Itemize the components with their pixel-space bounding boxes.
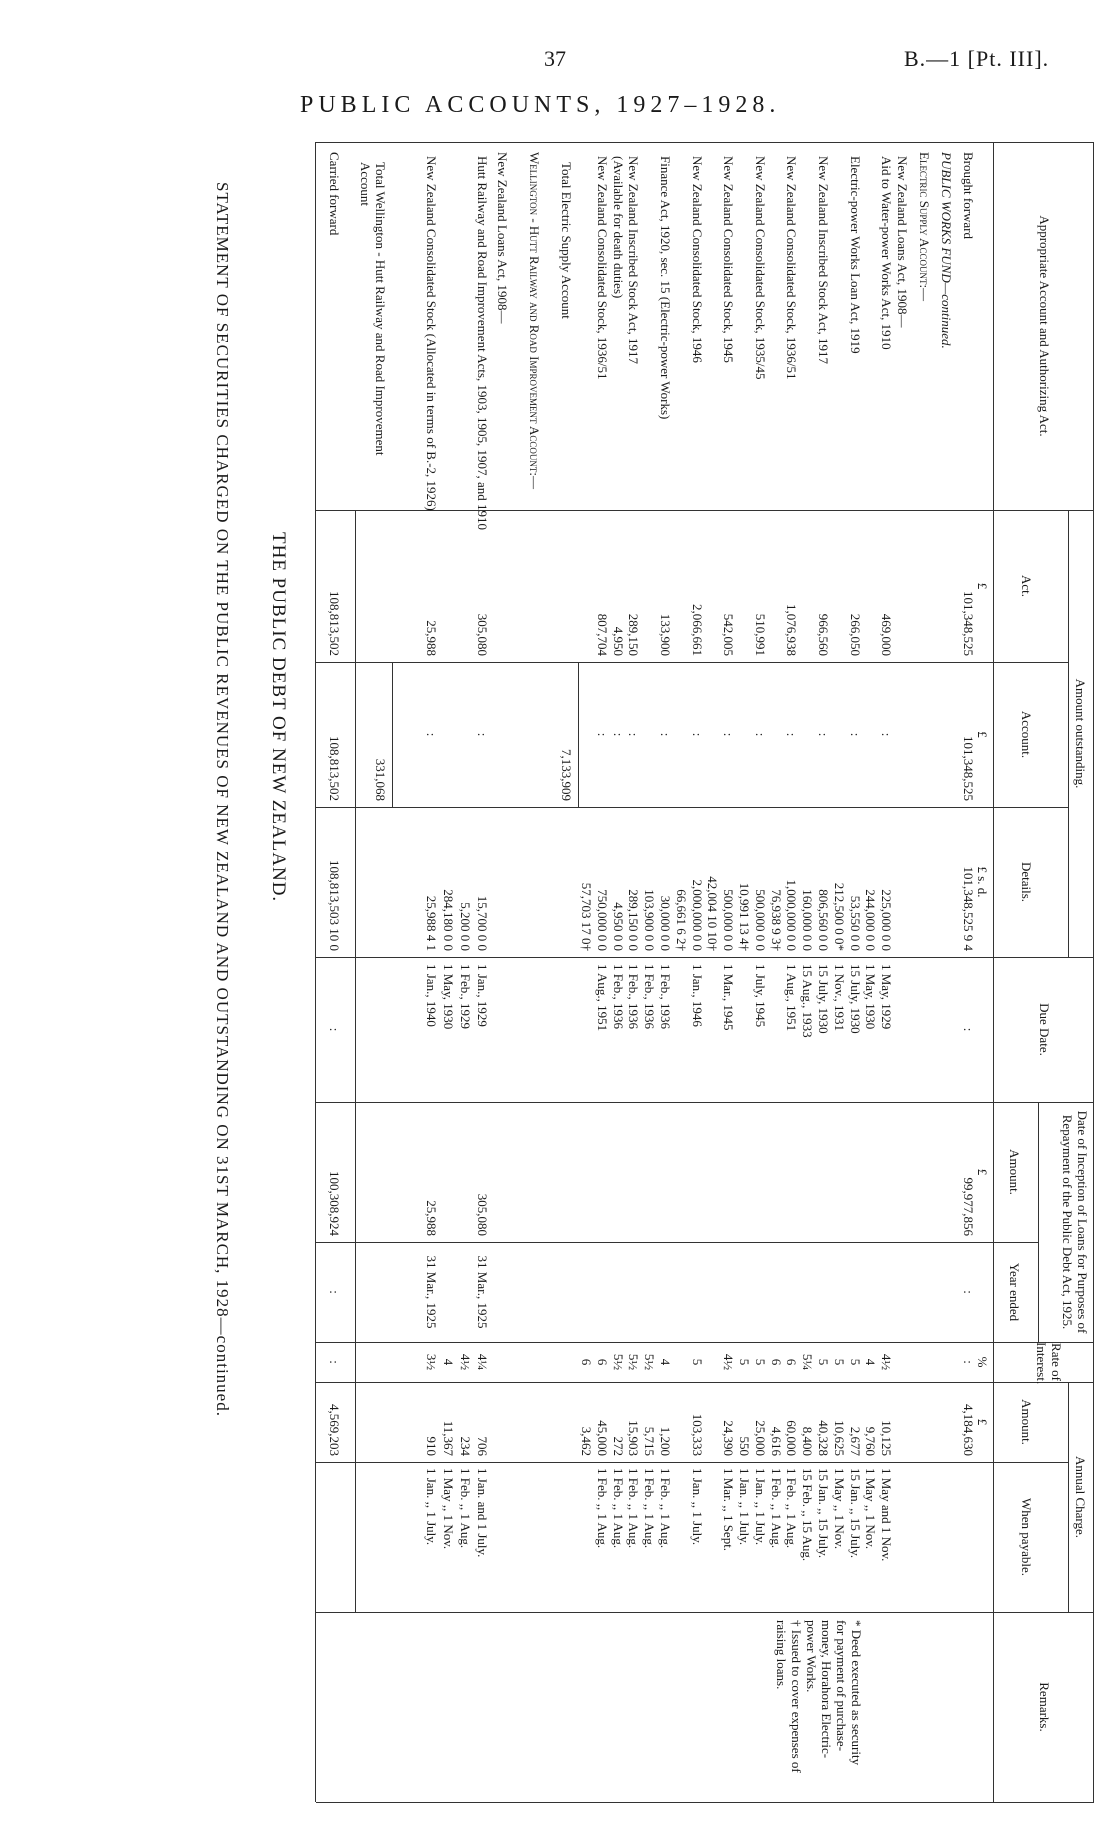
row-details: 225,000 0 0 [879, 889, 895, 951]
hutt-rate: 4 [441, 1358, 456, 1366]
row-approp: New Zealand Consolidated Stock, 1936/51 [784, 156, 800, 380]
row-details: 244,000 0 0 [863, 889, 879, 951]
hutt-inc-amount: 305,080 [475, 1193, 490, 1236]
hutt-details: 15,700 0 0 [475, 895, 490, 951]
row-amount: 40,328 [816, 1420, 831, 1456]
row-details: 806,560 0 0 [816, 889, 831, 951]
row-payable: 1 Feb. ,, 1 Aug. [642, 1468, 658, 1549]
row-rate: 4 [658, 1358, 673, 1366]
hutt-account: : [424, 732, 439, 737]
col-divider [316, 957, 1094, 958]
row-payable: 1 Feb. ,, 1 Aug. [594, 1468, 610, 1549]
col-header-year-ended: Year ended [1007, 1262, 1022, 1322]
row-due: 1 May, 1930 [863, 964, 879, 1030]
section-hutt: Wellington - Hutt Railway and Road Improvement Account:— [527, 152, 542, 490]
row-rate: 6 [784, 1358, 800, 1366]
hutt-payable: 1 Jan. and 1 July. [475, 1468, 490, 1558]
row-due: 1 Feb., 1936 [626, 964, 642, 1029]
row-act: 2,066,661 [689, 604, 705, 656]
row-payable: 1 Feb. ,, 1 Aug. [626, 1468, 642, 1549]
row-due: 1 July, 1945 [752, 964, 768, 1028]
unit-inc-amount: £ [975, 1168, 990, 1176]
row-payable: 1 Mar. ,, 1 Sept. [721, 1468, 737, 1552]
bf-amount: 4,184,630 [961, 1404, 976, 1456]
col-header-approp: Appropriate Account and Authorizing Act. [1037, 215, 1052, 437]
bf-inc-amount: 99,977,856 [961, 1177, 976, 1236]
page-number: 37 [544, 46, 566, 71]
hutt-approp: Hutt Railway and Road Improvement Acts, 1903, 1905, 1907, and 1910 [475, 156, 490, 531]
row-act: 289,150 [626, 613, 642, 656]
row-rate: 5½ [626, 1353, 642, 1371]
row-details: 212,500 0 0* [831, 882, 847, 951]
col-header-inception: Date of Inception of Loans for Purposes of Repayment of the Public Debt Act, 1925. [1060, 1110, 1090, 1334]
row-details: 500,000 0 0 [721, 889, 737, 951]
row-amount: 103,333 [689, 1413, 705, 1456]
row-due: 15 Aug., 1933 [800, 964, 816, 1038]
row-rate: 5¼ [800, 1353, 816, 1371]
row-rate: 5½ [642, 1353, 658, 1371]
bf-year: : [961, 1290, 976, 1294]
row-due: 1 Aug., 1951 [784, 964, 800, 1032]
row-rate: 5 [831, 1358, 847, 1366]
row-details: 1,000,000 0 0 [784, 879, 800, 951]
row-due: 1 Nov., 1931 [831, 964, 847, 1032]
row-rate: 5½ [610, 1353, 626, 1371]
col-header-rate: Rate of Interest. [1034, 1342, 1064, 1385]
row-approp: Aid to Water-power Works Act, 1910 [879, 156, 895, 350]
row-details: 30,000 0 0 [658, 895, 673, 951]
row-rate: 6 [768, 1358, 784, 1366]
row-amount: 1,200 [658, 1426, 673, 1456]
row-payable: 15 Feb. ,, 15 Aug. [800, 1468, 816, 1562]
page-title: THE PUBLIC DEBT OF NEW ZEALAND. [268, 532, 289, 903]
frame-top [1093, 142, 1094, 1802]
unit-account: £ [975, 731, 990, 738]
row-rate: 5 [816, 1358, 831, 1366]
row-details: 2,000,000 0 0 [689, 879, 705, 951]
hutt-details: 25,988 4 1 [424, 895, 439, 951]
row-details: 500,000 0 0 [752, 889, 768, 951]
hutt-approp: New Zealand Consolidated Stock (Allocated in terms of B.-2, 1926) [424, 156, 439, 511]
hutt-payable: 1 Jan. ,, 1 July. [424, 1468, 439, 1546]
unit-rate: % [975, 1356, 990, 1368]
section-public-works: PUBLIC WORKS FUND—continued. [939, 152, 954, 349]
row-payable: 15 Jan. ,, 15 July. [847, 1468, 863, 1559]
row-account: : [721, 732, 737, 737]
carried-forward-label: Carried forward [327, 152, 342, 236]
hutt-details: 284,180 0 0 [441, 889, 456, 951]
row-approp: New Zealand Consolidated Stock, 1946 [689, 156, 705, 363]
hutt-amount: 234 [458, 1436, 473, 1456]
row-act: 133,900 [658, 613, 673, 656]
hutt-act: 305,080 [475, 613, 490, 656]
row-amount: 10,625 [831, 1420, 847, 1456]
section-electric-supply: Electric Supply Account:— [917, 152, 932, 302]
row-payable: 15 Jan. ,, 15 July. [816, 1468, 831, 1559]
cf-details: 108,813,503 10 0 [327, 860, 342, 951]
hutt-year: 31 Mar., 1925 [475, 1255, 490, 1329]
row-act: 542,005 [721, 613, 737, 656]
row-rate: 6 [579, 1358, 594, 1366]
hutt-amount: 11,367 [441, 1420, 456, 1456]
cf-account: 108,813,502 [327, 736, 342, 801]
row-account: : [847, 732, 863, 737]
row-amount: 9,760 [863, 1426, 879, 1456]
total-electric-account: 7,133,909 [559, 749, 574, 801]
row-payable: 1 Jan. ,, 1 July. [737, 1468, 752, 1546]
row-approp: New Zealand Inscribed Stock Act, 1917 [816, 156, 831, 364]
cf-due: : [327, 1027, 342, 1032]
unit-ac-amount: £ [975, 1418, 990, 1426]
col-divider [316, 1612, 1094, 1613]
cf-rule [355, 510, 356, 1612]
row-act: 4,950 [610, 626, 626, 656]
row-due: 1 Mar., 1945 [721, 964, 737, 1031]
col-divider [316, 1462, 1069, 1463]
row-approp: New Zealand Loans Act, 1908— [895, 156, 910, 328]
row-payable: 1 Jan. ,, 1 July. [689, 1468, 705, 1546]
total-rule [578, 662, 579, 807]
row-rate: 4 [863, 1358, 879, 1366]
row-approp: Electric-power Works Loan Act, 1919 [847, 156, 863, 354]
hutt-year: 31 Mar., 1925 [424, 1255, 439, 1329]
frame-left [316, 142, 1094, 143]
row-amount: 3,462 [579, 1426, 594, 1456]
row-amount: 24,390 [721, 1420, 737, 1456]
row-details: 103,900 0 0 [642, 889, 658, 951]
hutt-due: 1 May, 1930 [441, 964, 456, 1030]
col-header-ac-amount: Amount. [1019, 1399, 1034, 1445]
row-payable: 1 May ,, 1 Nov. [831, 1468, 847, 1550]
cf-year: : [327, 1290, 342, 1294]
row-rate: 4½ [721, 1353, 737, 1371]
rotated-table [164, 142, 1094, 1807]
remarks-line: raising loans. [774, 1620, 789, 1690]
col-header-account: Account. [1019, 710, 1034, 759]
row-due: 15 July, 1930 [816, 964, 831, 1034]
frame-right [316, 1802, 1094, 1803]
bf-account: 101,348,525 [961, 736, 976, 801]
unit-details: £ s. d. [975, 866, 990, 898]
col-header-details: Details. [1019, 861, 1034, 903]
row-approp: New Zealand Consolidated Stock, 1936/51 [594, 156, 610, 380]
row-payable: 1 Feb. ,, 1 Aug. [784, 1468, 800, 1549]
row-account: : [689, 732, 705, 737]
row-approp: New Zealand Inscribed Stock Act, 1917 [626, 156, 642, 364]
row-amount: 45,000 [594, 1420, 610, 1456]
row-payable: 1 May ,, 1 Nov. [863, 1468, 879, 1550]
row-due: 15 July, 1930 [847, 964, 863, 1034]
remarks-line: † Issued to cover expenses of [789, 1620, 804, 1773]
row-rate: 5 [752, 1358, 768, 1366]
cf-inc-amount: 100,308,924 [327, 1171, 342, 1236]
document-reference: B.—1 [Pt. III]. [904, 46, 1050, 71]
row-details: 750,000 0 0 [594, 889, 610, 951]
row-rate: 4½ [879, 1353, 895, 1371]
subheader-line [1038, 1102, 1039, 1342]
bf-details: 101,348,525 9 4 [961, 866, 976, 951]
row-details: 57,703 17 0† [579, 882, 594, 951]
row-act: 510,991 [752, 613, 768, 656]
row-payable: 1 Feb. ,, 1 Aug. [768, 1468, 784, 1549]
hutt-rate: 4¼ [475, 1353, 490, 1371]
row-approp: New Zealand Consolidated Stock, 1935/45 [752, 156, 768, 380]
row-details: 66,661 6 2† [673, 889, 689, 951]
row-account: : [752, 732, 768, 737]
row-due: 1 Aug., 1951 [594, 964, 610, 1032]
row-due: 1 Feb., 1936 [658, 964, 673, 1029]
col-header-outstanding: Amount outstanding. [1073, 678, 1088, 789]
total-hutt-label: Total Wellington - Hutt Railway and Road Improvement Account [358, 162, 388, 456]
row-amount: 272 [610, 1436, 626, 1456]
col-header-inc-amount: Amount. [1007, 1149, 1022, 1195]
subheader-line [1068, 1382, 1069, 1612]
hutt-act: 25,988 [424, 620, 439, 656]
row-due: 1 Feb., 1936 [642, 964, 658, 1029]
row-amount: 25,000 [752, 1420, 768, 1456]
row-account: : [658, 732, 673, 737]
total-electric-label: Total Electric Supply Account [559, 162, 574, 319]
bf-due: : [961, 1027, 976, 1032]
hutt-account: : [475, 732, 490, 737]
row-details: 42,004 10 10† [705, 876, 721, 951]
row-act: 966,560 [816, 613, 831, 656]
row-due: 1 Jan., 1946 [689, 964, 705, 1027]
section-hutt-act: New Zealand Loans Act, 1908— [495, 152, 510, 324]
col-header-due: Due Date. [1037, 1003, 1052, 1056]
row-act: 1,076,938 [784, 604, 800, 656]
row-details: 4,950 0 0 [610, 902, 626, 951]
row-details: 53,550 0 0 [847, 895, 863, 951]
row-act: 807,704 [594, 613, 610, 656]
row-amount: 60,000 [784, 1420, 800, 1456]
row-account: : [626, 732, 642, 737]
hutt-amount: 706 [475, 1436, 490, 1456]
hutt-due: 1 Feb., 1929 [458, 964, 473, 1029]
page-subtitle: STATEMENT OF SECURITIES CHARGED ON THE PUBLIC REVENUES OF NEW ZEALAND AND OUTSTANDING ON 31ST MARCH, 1928—continued. [213, 182, 232, 1417]
col-header-act: Act. [1019, 574, 1034, 598]
total-hutt-account: 331,068 [373, 758, 388, 801]
row-payable: 1 Jan. ,, 1 July. [752, 1468, 768, 1546]
row-details: 160,000 0 0 [800, 889, 816, 951]
frame-bottom [315, 142, 316, 1802]
row-details: 76,938 9 3† [768, 889, 784, 951]
header-divider [993, 142, 994, 1802]
hutt-rate: 4½ [458, 1353, 473, 1371]
row-account: : [816, 732, 831, 737]
row-rate: 5 [847, 1358, 863, 1366]
row-act: 266,050 [847, 613, 863, 656]
remarks-line: * Deed executed as security [849, 1620, 864, 1766]
unit-act: £ [975, 582, 990, 590]
row-act: 469,000 [879, 613, 895, 656]
row-approp: (Available for death duties) [610, 156, 626, 299]
row-due: 1 May, 1929 [879, 964, 895, 1030]
row-details: 289,150 0 0 [626, 889, 642, 951]
row-approp: Finance Act, 1920, sec. 15 (Electric-power Works) [658, 156, 673, 420]
row-details: 10,991 13 4† [737, 882, 752, 951]
hutt-inc-amount: 25,988 [424, 1200, 439, 1236]
row-payable: 1 Feb. ,, 1 Aug. [610, 1468, 626, 1549]
cf-act: 108,813,502 [327, 591, 342, 656]
cf-amount: 4,569,203 [327, 1404, 342, 1456]
subheader-line [1068, 510, 1069, 957]
total-rule [392, 662, 393, 807]
page-header: PUBLIC ACCOUNTS, 1927–1928. [300, 92, 781, 118]
row-account: : [879, 732, 895, 737]
row-approp: New Zealand Consolidated Stock, 1945 [721, 156, 737, 363]
row-account: : [594, 732, 610, 737]
row-rate: 5 [737, 1358, 752, 1366]
hutt-payable: 1 May ,, 1 Nov. [441, 1468, 456, 1550]
row-due: 1 Feb., 1936 [610, 964, 626, 1029]
remarks-line: money, Horahora Electric- [819, 1620, 834, 1759]
cf-rate: : [327, 1360, 342, 1364]
brought-forward-label: Brought forward [961, 152, 976, 240]
col-header-annual-charge: Annual Charge. [1073, 1455, 1088, 1539]
remarks-line: power Works. [804, 1620, 819, 1693]
col-header-when-payable: When payable. [1019, 1498, 1034, 1576]
hutt-due: 1 Jan., 1929 [475, 964, 490, 1027]
remarks-line: for payment of purchase- [834, 1620, 849, 1752]
row-payable: 1 Feb. ,, 1 Aug. [658, 1468, 673, 1549]
row-rate: 6 [594, 1358, 610, 1366]
row-account: : [784, 732, 800, 737]
row-amount: 4,616 [768, 1426, 784, 1456]
row-amount: 550 [737, 1436, 752, 1456]
bf-act: 101,348,525 [961, 591, 976, 656]
hutt-rate: 3½ [424, 1353, 439, 1371]
row-rate: 5 [689, 1358, 705, 1366]
hutt-amount: 910 [424, 1436, 439, 1456]
row-amount: 8,400 [800, 1426, 816, 1456]
row-amount: 15,903 [626, 1420, 642, 1456]
hutt-payable: 1 Feb. ,, 1 Aug. [458, 1468, 473, 1549]
hutt-details: 5,200 0 0 [458, 902, 473, 951]
row-payable: 1 May and 1 Nov. [879, 1468, 895, 1562]
bf-rate: : [961, 1360, 976, 1364]
row-account: : [610, 732, 626, 737]
row-amount: 5,715 [642, 1426, 658, 1456]
row-amount: 2,677 [847, 1426, 863, 1456]
row-amount: 10,125 [879, 1420, 895, 1456]
hutt-due: 1 Jan., 1940 [424, 964, 439, 1027]
col-header-remarks: Remarks. [1037, 1682, 1052, 1732]
